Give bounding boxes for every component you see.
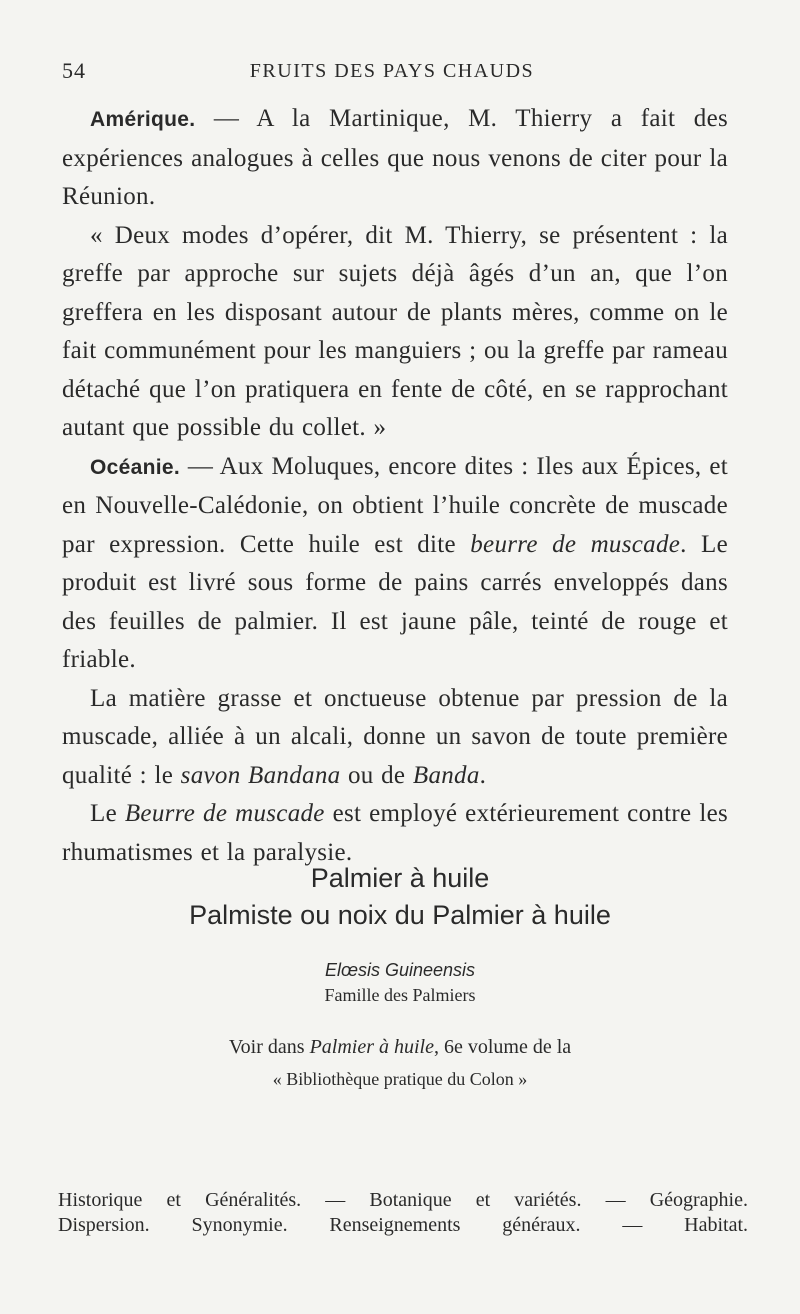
- page-number: 54: [62, 58, 86, 83]
- body-text: [62, 100, 728, 872]
- ref-text-b: , 6e volume de la: [434, 1036, 572, 1058]
- topics-line-1: Historique et Généralités. — Botanique et variétés. — Géographie.: [58, 1189, 748, 1211]
- ref-italic: Palmier à huile: [309, 1036, 434, 1058]
- text-savon-1: La matière grasse et onctueuse obtenue par pression de la muscade, alliée à un alcali, donne un savon de toute première qualité : le: [62, 684, 728, 789]
- paragraph-amerique: [62, 100, 728, 217]
- italic-beurre-muscade: Beurre de muscade: [124, 800, 325, 827]
- text-oceanie-2: . Le produit est livré sous forme de pains carrés enveloppés dans des feuilles de palmier. Il est jaune pâle, teinté de rouge et friable.: [62, 530, 728, 673]
- scientific-name: Elœsis Guineensis: [324, 960, 476, 980]
- section-palmier: [0, 860, 800, 1090]
- section-subtitle: Palmiste ou noix du Palmier à huile: [189, 900, 611, 930]
- topics-line-2: Dispersion. Synonymie. Renseignements généraux. — Habitat.: [58, 1214, 748, 1236]
- text-amerique: — A la Martinique, M. Thierry a fait des expériences analogues à celles que nous venons de citer pour la Réunion.: [62, 105, 728, 210]
- topics-list: [58, 1188, 748, 1238]
- lead-oceanie: Océanie.: [90, 455, 180, 479]
- italic-banda: Banda: [412, 761, 480, 789]
- running-title: FRUITS DES PAYS CHAUDS: [249, 60, 535, 82]
- text-savon-2: ou de: [340, 761, 413, 789]
- paragraph-quote: [62, 217, 728, 448]
- section-title: Palmier à huile: [310, 863, 490, 893]
- paragraph-savon: [62, 680, 728, 796]
- text-savon-3: .: [479, 761, 487, 789]
- paragraph-oceanie: [62, 448, 728, 680]
- reference-line-2: « Bibliothèque pratique du Colon »: [272, 1069, 528, 1089]
- text-quote: « Deux modes d’opérer, dit M. Thierry, se présentent : la greffe par approche sur sujets déjà âgés d’un an, que l’on greffera en les disposant autour de plants mères, comme on le fait communément pour les manguiers ; ou la greffe par rameau détaché que l’on pratiquera en fente de côté, en se rapprochant autant que possible du collet. »: [62, 221, 728, 441]
- italic-beurre: beurre de muscade: [470, 530, 681, 558]
- text-oceanie-1: — Aux Moluques, encore dites : Iles aux Épices, et en Nouvelle-Calédonie, on obtient l’huile concrète de muscade par expression. Cette huile est dite: [62, 452, 728, 558]
- ref-text-a: Voir dans: [228, 1036, 310, 1058]
- reference-line-1: [0, 1036, 800, 1059]
- italic-savon-bandana: savon Bandana: [180, 761, 341, 789]
- page-header: [62, 58, 722, 88]
- text-usage-2: est employé extérieurement contre les rhumatismes et la paralysie.: [62, 800, 728, 866]
- lead-amerique: Amérique.: [90, 108, 196, 131]
- text-usage-1: Le: [90, 800, 125, 827]
- family-name: Famille des Palmiers: [324, 985, 476, 1005]
